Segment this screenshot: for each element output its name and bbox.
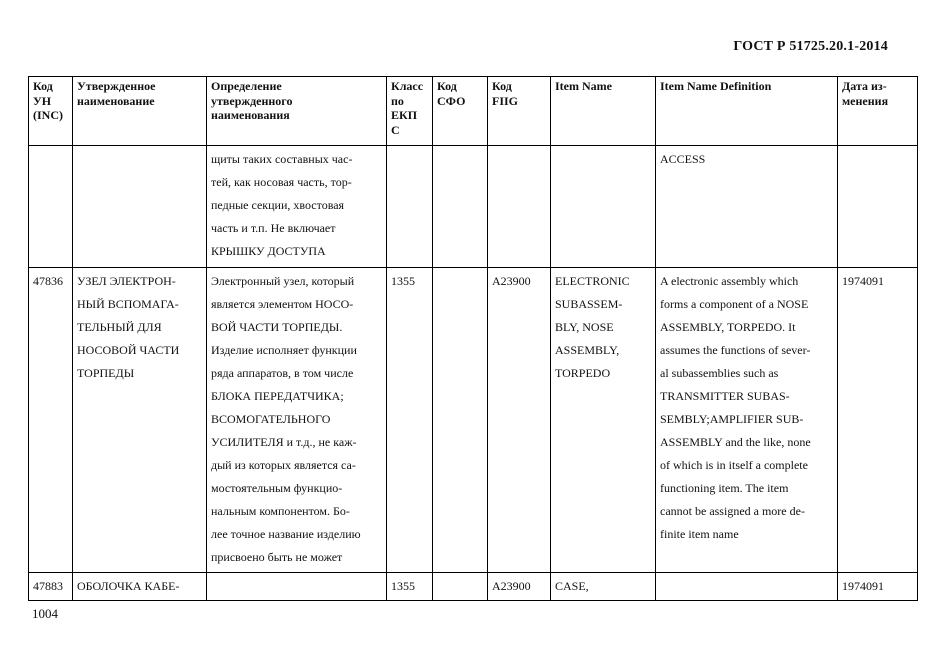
document-header-standard: ГОСТ Р 51725.20.1-2014 (733, 39, 888, 54)
text-line: ряда аппаратов, в том числе (211, 366, 354, 380)
text-line: SEMBLY;AMPLIFIER SUB- (660, 412, 804, 426)
text-line: ВСОМОГАТЕЛЬНОГО (211, 412, 331, 426)
text-line: мостоятельным функцио- (211, 481, 343, 495)
cell-item-name (551, 573, 656, 601)
text-line: of which is in itself a complete (660, 458, 808, 472)
text-line: A electronic assembly which (660, 274, 799, 288)
text-line: SUBASSEM- (555, 297, 623, 311)
text-line: присвоено быть не может (211, 550, 343, 564)
text-line: ACCESS (660, 152, 706, 166)
text-line: finite item name (660, 527, 739, 541)
column-header-line: по (391, 93, 404, 108)
cell-fiig: A23900 (488, 268, 551, 573)
cell-approved-name (73, 573, 207, 601)
cell-change-date: 1974091 (838, 268, 918, 573)
column-header-line: Утвержденное (77, 79, 156, 93)
column-header-sfo (433, 77, 488, 146)
cell-class (387, 146, 433, 268)
column-header-line: утвержденного (211, 93, 293, 108)
column-header-line: Код (437, 79, 457, 93)
text-line: ASSEMBLY and the like, none (660, 435, 811, 449)
cell-change-date (838, 146, 918, 268)
text-line: TRANSMITTER SUBAS- (660, 389, 790, 403)
catalog-table (28, 76, 918, 601)
column-header-approved-name (73, 77, 207, 146)
cell-item-name (551, 146, 656, 268)
text-line: ASSEMBLY, TORPEDO. It (660, 320, 796, 334)
column-header-class (387, 77, 433, 146)
header-row (29, 77, 918, 146)
text-line: УЗЕЛ ЭЛЕКТРОН- (77, 274, 176, 288)
column-header-line: Код (33, 79, 53, 93)
text-line: часть и т.п. Не включает (211, 221, 336, 235)
cell-inc: 47836 (29, 268, 73, 573)
cell-sfo (433, 573, 488, 601)
cell-inc (29, 146, 73, 268)
text-line: ASSEMBLY, (555, 343, 620, 357)
table-row (29, 268, 918, 573)
text-line: BLY, NOSE (555, 320, 614, 334)
cell-fiig (488, 146, 551, 268)
column-header-definition (207, 77, 387, 146)
column-header-line: Код (492, 79, 512, 93)
column-header-line: Класс (391, 79, 424, 93)
cell-inc: 47883 (29, 573, 73, 601)
cell-definition (207, 146, 387, 268)
cell-sfo (433, 268, 488, 573)
text-line: является элементом НОСО- (211, 297, 354, 311)
column-header-line: ЕКП (391, 108, 418, 122)
column-header-line: наименования (211, 108, 290, 122)
cell-sfo (433, 146, 488, 268)
cell-approved-name (73, 268, 207, 573)
text-line: НОСОВОЙ ЧАСТИ (77, 343, 180, 357)
text-line: ОБОЛОЧКА КАБЕ- (77, 579, 180, 593)
page-number: 1004 (32, 606, 58, 621)
column-header-line: (INC) (33, 108, 63, 122)
text-line: ТОРПЕДЫ (77, 366, 135, 380)
text-line: assumes the functions of sever- (660, 343, 811, 357)
text-line: педные секции, хвостовая (211, 198, 345, 212)
column-header-item-name (551, 77, 656, 146)
column-header-inc (29, 77, 73, 146)
text-line: Изделие исполняет функции (211, 343, 357, 357)
cell-item-name-definition (656, 268, 838, 573)
table-body (29, 146, 918, 601)
text-line: Электронный узел, который (211, 274, 355, 288)
cell-class: 1355 (387, 573, 433, 601)
column-header-line: наименование (77, 93, 155, 108)
text-line: ТЕЛЬНЫЙ ДЛЯ (77, 320, 162, 334)
cell-fiig: A23900 (488, 573, 551, 601)
column-header-line: Дата из- (842, 79, 887, 93)
text-line: НЫЙ ВСПОМАГА- (77, 297, 179, 311)
cell-change-date: 1974091 (838, 573, 918, 601)
text-line: УСИЛИТЕЛЯ и т.д., не каж- (211, 435, 357, 449)
text-line: нальным компонентом. Бо- (211, 504, 350, 518)
cell-definition (207, 268, 387, 573)
text-line: TORPEDO (555, 366, 611, 380)
text-line: al subassemblies such as (660, 366, 779, 380)
column-header-line: С (391, 122, 400, 137)
cell-item-name (551, 268, 656, 573)
text-line: cannot be assigned a more de- (660, 504, 805, 518)
table-row (29, 146, 918, 268)
column-header-item-name-definition (656, 77, 838, 146)
text-line: forms a component of a NOSE (660, 297, 809, 311)
column-header-line: Item Name (555, 79, 612, 93)
text-line: дый из которых является са- (211, 458, 356, 472)
text-line: CASE, (555, 579, 589, 593)
column-header-line: Определение (211, 79, 282, 93)
column-header-line: FIIG (492, 93, 519, 108)
text-line: functioning item. The item (660, 481, 789, 495)
cell-item-name-definition (656, 573, 838, 601)
text-line: тей, как носовая часть, тор- (211, 175, 352, 189)
text-line: ВОЙ ЧАСТИ ТОРПЕДЫ. (211, 320, 343, 334)
text-line: щиты таких составных час- (211, 152, 353, 166)
column-header-line: Item Name Definition (660, 79, 772, 93)
cell-approved-name (73, 146, 207, 268)
text-line: ELECTRONIC (555, 274, 630, 288)
column-header-fiig (488, 77, 551, 146)
column-header-line: СФО (437, 93, 466, 108)
text-line: КРЫШКУ ДОСТУПА (211, 244, 326, 258)
text-line: БЛОКА ПЕРЕДАТЧИКА; (211, 389, 344, 403)
column-header-line: менения (842, 93, 889, 108)
column-header-line: УН (33, 93, 52, 108)
text-line: лее точное название изделию (211, 527, 361, 541)
cell-item-name-definition (656, 146, 838, 268)
cell-definition (207, 573, 387, 601)
column-header-change-date (838, 77, 918, 146)
cell-class: 1355 (387, 268, 433, 573)
table-row (29, 573, 918, 601)
